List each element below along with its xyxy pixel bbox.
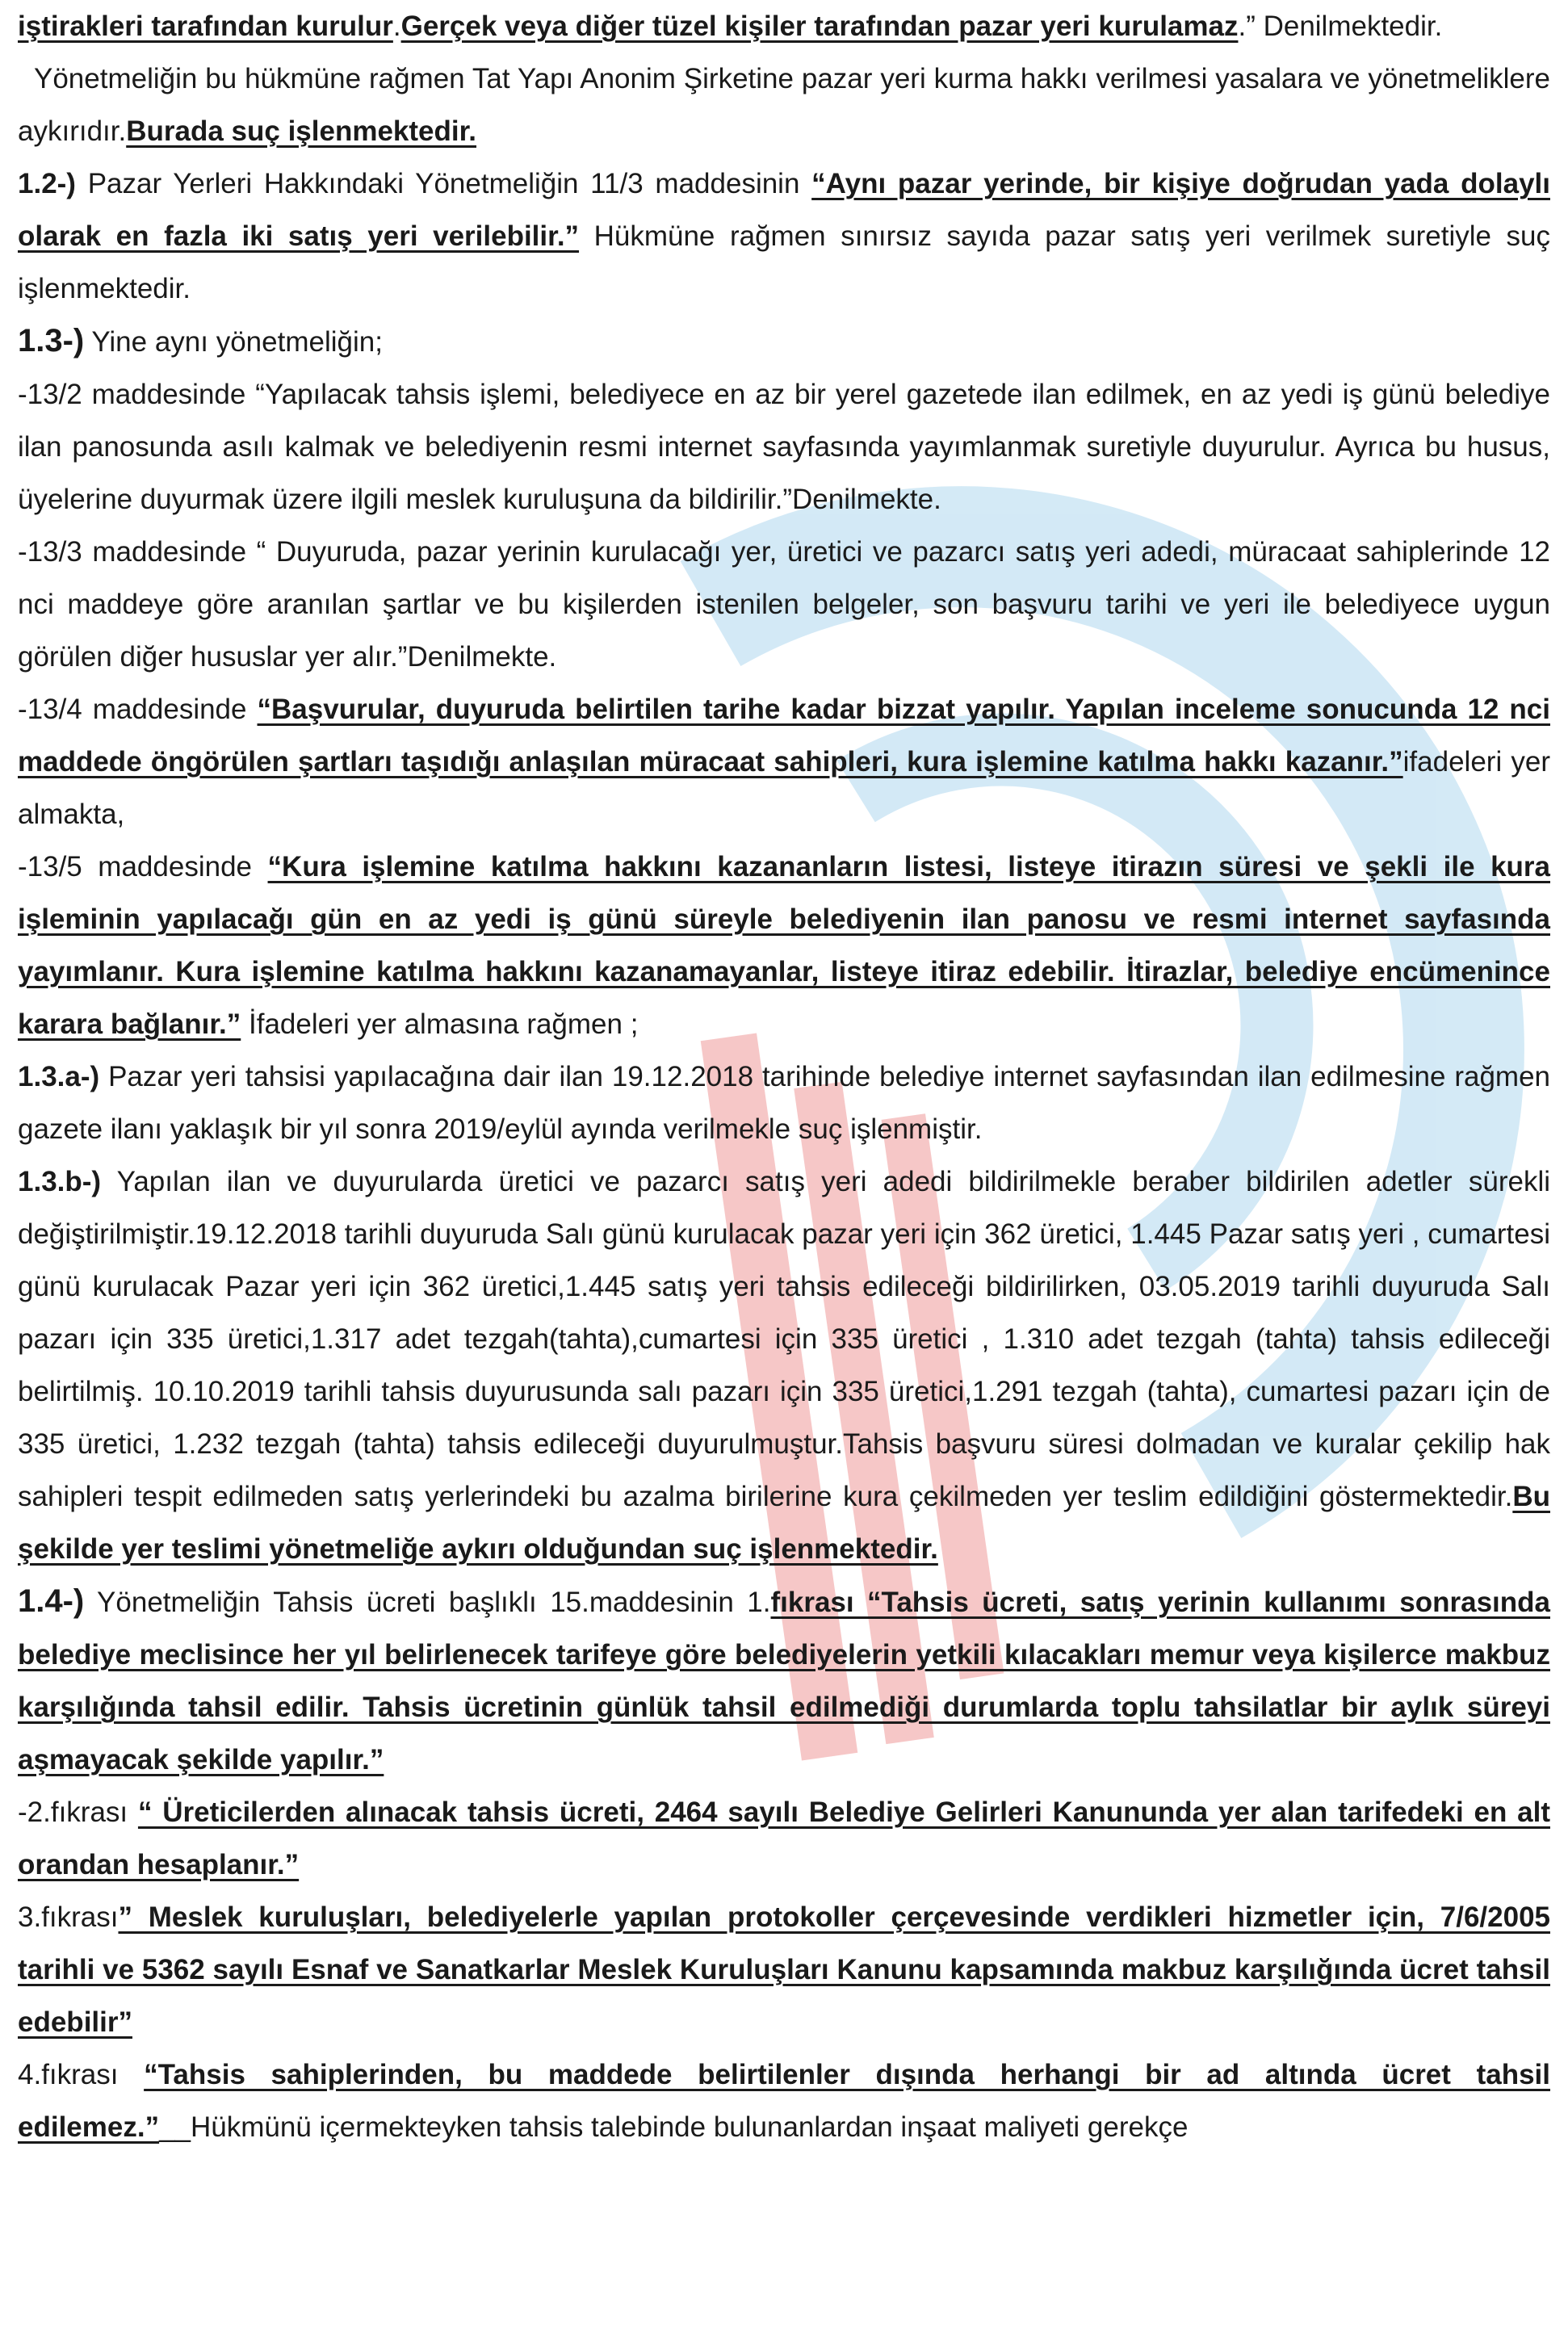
text-run: Pazar yeri tahsisi yapılacağına dair ilan 19.12.2018 tarihinde belediye internet sayfasından ilan edilmesine rağmen gazete ilanı yaklaşık bir yıl sonra 2019/eylül ayında verilmekle suç işlenmiştir.: [18, 1061, 1550, 1145]
paragraph-2: [18, 52, 1550, 157]
text-run: .: [392, 10, 401, 42]
text-run: -13/4 maddesinde: [18, 694, 258, 725]
paragraph-2-fikra: [18, 1786, 1550, 1891]
text-run: __Hükmünü içermekteyken tahsis talebinde bulunanlardan inşaat maliyeti gerekçe: [159, 2111, 1189, 2143]
underlined-quote: “Başvurular, duyuruda belirtilen tarihe kadar bizzat yapılır. Yapılan inceleme sonucunda 12 nci maddede öngörülen şartları taşıdığı anlaşılan müracaat sahipleri, kura işlemine katılma hakkı kazanır.”: [18, 694, 1550, 778]
text-run: ifadeleri yer almakta,: [18, 746, 1550, 830]
text-run: Yönetmeliğin bu hükmüne rağmen Tat Yapı Anonim Şirketine pazar yeri kurma hakkı verilmesi yasalara ve yönetmeliklere aykırıdır.: [18, 63, 1550, 147]
text-run: Pazar Yerleri Hakkındaki Yönetmeliğin 11/3 maddesinin: [75, 168, 812, 199]
section-1-2: [18, 157, 1550, 315]
section-1-4: [18, 1575, 1550, 1786]
text-run: 4.fıkrası: [18, 2059, 145, 2090]
underlined-phrase: Burada suç işlenmektedir.: [126, 115, 477, 147]
text-run: 3.fıkrası: [18, 1901, 119, 1933]
text-run: Yapılan ilan ve duyurularda üretici ve pazarcı satış yeri adedi bildirilmekle beraber bildirilen adetler sürekli değiştirilmiştir.19.12.2018 tarihli duyuruda Salı günü kurulacak pazar yeri için 362 üretici, 1.445 Pazar satış yeri , cumartesi günü kurulacak Pazar yeri için 362 üretici,1.445 satış yeri tahsis edileceği bildirilirken, 03.05.2019 tarihli duyuruda Salı pazarı için 335 üretici,1.317 adet tezgah(tahta),cumartesi için 335 üretici , 1.310 adet tezgah (tahta) tahsis edileceği belirtilmiş. 10.10.2019 tarihli tahsis duyurusunda salı pazarı için 335 üretici,1.291 tezgah (tahta), cumartesi pazarı için de 335 üretici, 1.232 tezgah (tahta) tahsis edileceği duyurulmuştur.Tahsis başvuru süresi dolmadan ve kuralar çekilip hak sahipleri tespit edilmeden satış yerlerindeki bu azalma birilerine kura çekilmeden yer teslim edildiğini göstermektedir.: [18, 1166, 1550, 1512]
section-number: 1.2-): [18, 168, 76, 199]
text-run: Yönetmeliğin Tahsis ücreti başlıklı 15.maddesinin 1.: [84, 1587, 771, 1618]
paragraph-3-fikra: [18, 1891, 1550, 2048]
text-run: .” Denilmektedir.: [1238, 10, 1443, 42]
text-run: Yine aynı yönetmeliğin;: [84, 326, 383, 358]
underlined-phrase: Gerçek veya diğer tüzel kişiler tarafından pazar yeri kurulamaz: [400, 10, 1239, 42]
text-run: Hükmüne rağmen sınırsız sayıda pazar satış yeri verilmek suretiyle suç işlenmektedir.: [18, 220, 1550, 304]
underlined-phrase: Bu şekilde yer teslimi yönetmeliğe aykırı olduğundan suç işlenmektedir.: [18, 1481, 1550, 1565]
underlined-quote: “Aynı pazar yerinde, bir kişiye doğrudan yada dolaylı olarak en fazla iki satış yeri verilebilir.”: [18, 168, 1550, 252]
text-run: -13/3 maddesinde “ Duyuruda, pazar yerinin kurulacağı yer, üretici ve pazarcı satış yeri adedi, müracaat sahiplerinde 12 nci maddeye göre aranılan şartlar ve bu kişilerden istenilen belgeler, son başvuru tarihi ve yeri ile belediyece uygun görülen diğer hususlar yer alır.”Denilmekte.: [18, 536, 1550, 673]
text-run: -13/5 maddesinde: [18, 851, 268, 883]
section-1-3: [18, 315, 1550, 368]
section-number: 1.4-): [18, 1583, 85, 1619]
underlined-quote: ” Meslek kuruluşları, belediyelerle yapılan protokoller çerçevesinde verdikleri hizmetler için, 7/6/2005 tarihli ve 5362 sayılı Esnaf ve Sanatkarlar Meslek Kuruluşları Kanunu kapsamında makbuz karşılığında ücret tahsil edebilir”: [18, 1901, 1550, 2038]
underlined-quote: “ Üreticilerden alınacak tahsis ücreti, 2464 sayılı Belediye Gelirleri Kanununda yer alan tarifedeki en alt orandan hesaplanır.”: [18, 1796, 1550, 1880]
text-run: İfadeleri yer almasına rağmen ;: [241, 1008, 639, 1040]
underlined-phrase: iştirakleri tarafından kurulur: [18, 10, 393, 42]
document-page: [18, 0, 1550, 2153]
article-13-2: [18, 368, 1550, 526]
section-1-3-a: [18, 1050, 1550, 1155]
underlined-quote: fıkrası “Tahsis ücreti, satış yerinin kullanımı sonrasında belediye meclisince her yıl belirlenecek tarifeye göre belediyelerin yetkili kılacakları memur veya kişilerce makbuz karşılığında tahsil edilir. Tahsis ücretinin günlük tahsil edilmediği durumlarda toplu tahsilatlar bir aylık süreyi aşmayacak şekilde yapılır.”: [18, 1587, 1550, 1776]
text-run: -13/2 maddesinde “Yapılacak tahsis işlemi, belediyece en az bir yerel gazetede ilan edilmek, en az yedi iş günü belediye ilan panosunda asılı kalmak ve belediyenin resmi internet sayfasında yayımlanmak suretiyle duyurulur. Ayrıca bu husus, üyelerine duyurmak üzere ilgili meslek kuruluşuna da bildirilir.”Denilmekte.: [18, 379, 1550, 515]
underlined-quote: “Kura işlemine katılma hakkını kazananların listesi, listeye itirazın süresi ve şekli ile kura işleminin yapılacağı gün en az yedi iş günü süreyle belediyenin ilan panosu ve resmi internet sayfasında yayımlanır. Kura işlemine katılma hakkını kazanamayanlar, listeye itiraz edebilir. İtirazlar, belediye encümenince karara bağlanır.”: [18, 851, 1550, 1040]
paragraph-1: [18, 0, 1550, 52]
section-number: 1.3.a-): [18, 1061, 100, 1092]
article-13-4: [18, 683, 1550, 841]
section-1-3-b: [18, 1155, 1550, 1575]
article-13-3: [18, 526, 1550, 683]
article-13-5: [18, 841, 1550, 1050]
underlined-quote: “Tahsis sahiplerinden, bu maddede belirtilenler dışında herhangi bir ad altında ücret tahsil edilemez.”: [18, 2059, 1550, 2143]
section-number: 1.3-): [18, 323, 85, 358]
paragraph-4-fikra: [18, 2048, 1550, 2153]
section-number: 1.3.b-): [18, 1166, 102, 1197]
text-run: -2.fıkrası: [18, 1796, 138, 1828]
